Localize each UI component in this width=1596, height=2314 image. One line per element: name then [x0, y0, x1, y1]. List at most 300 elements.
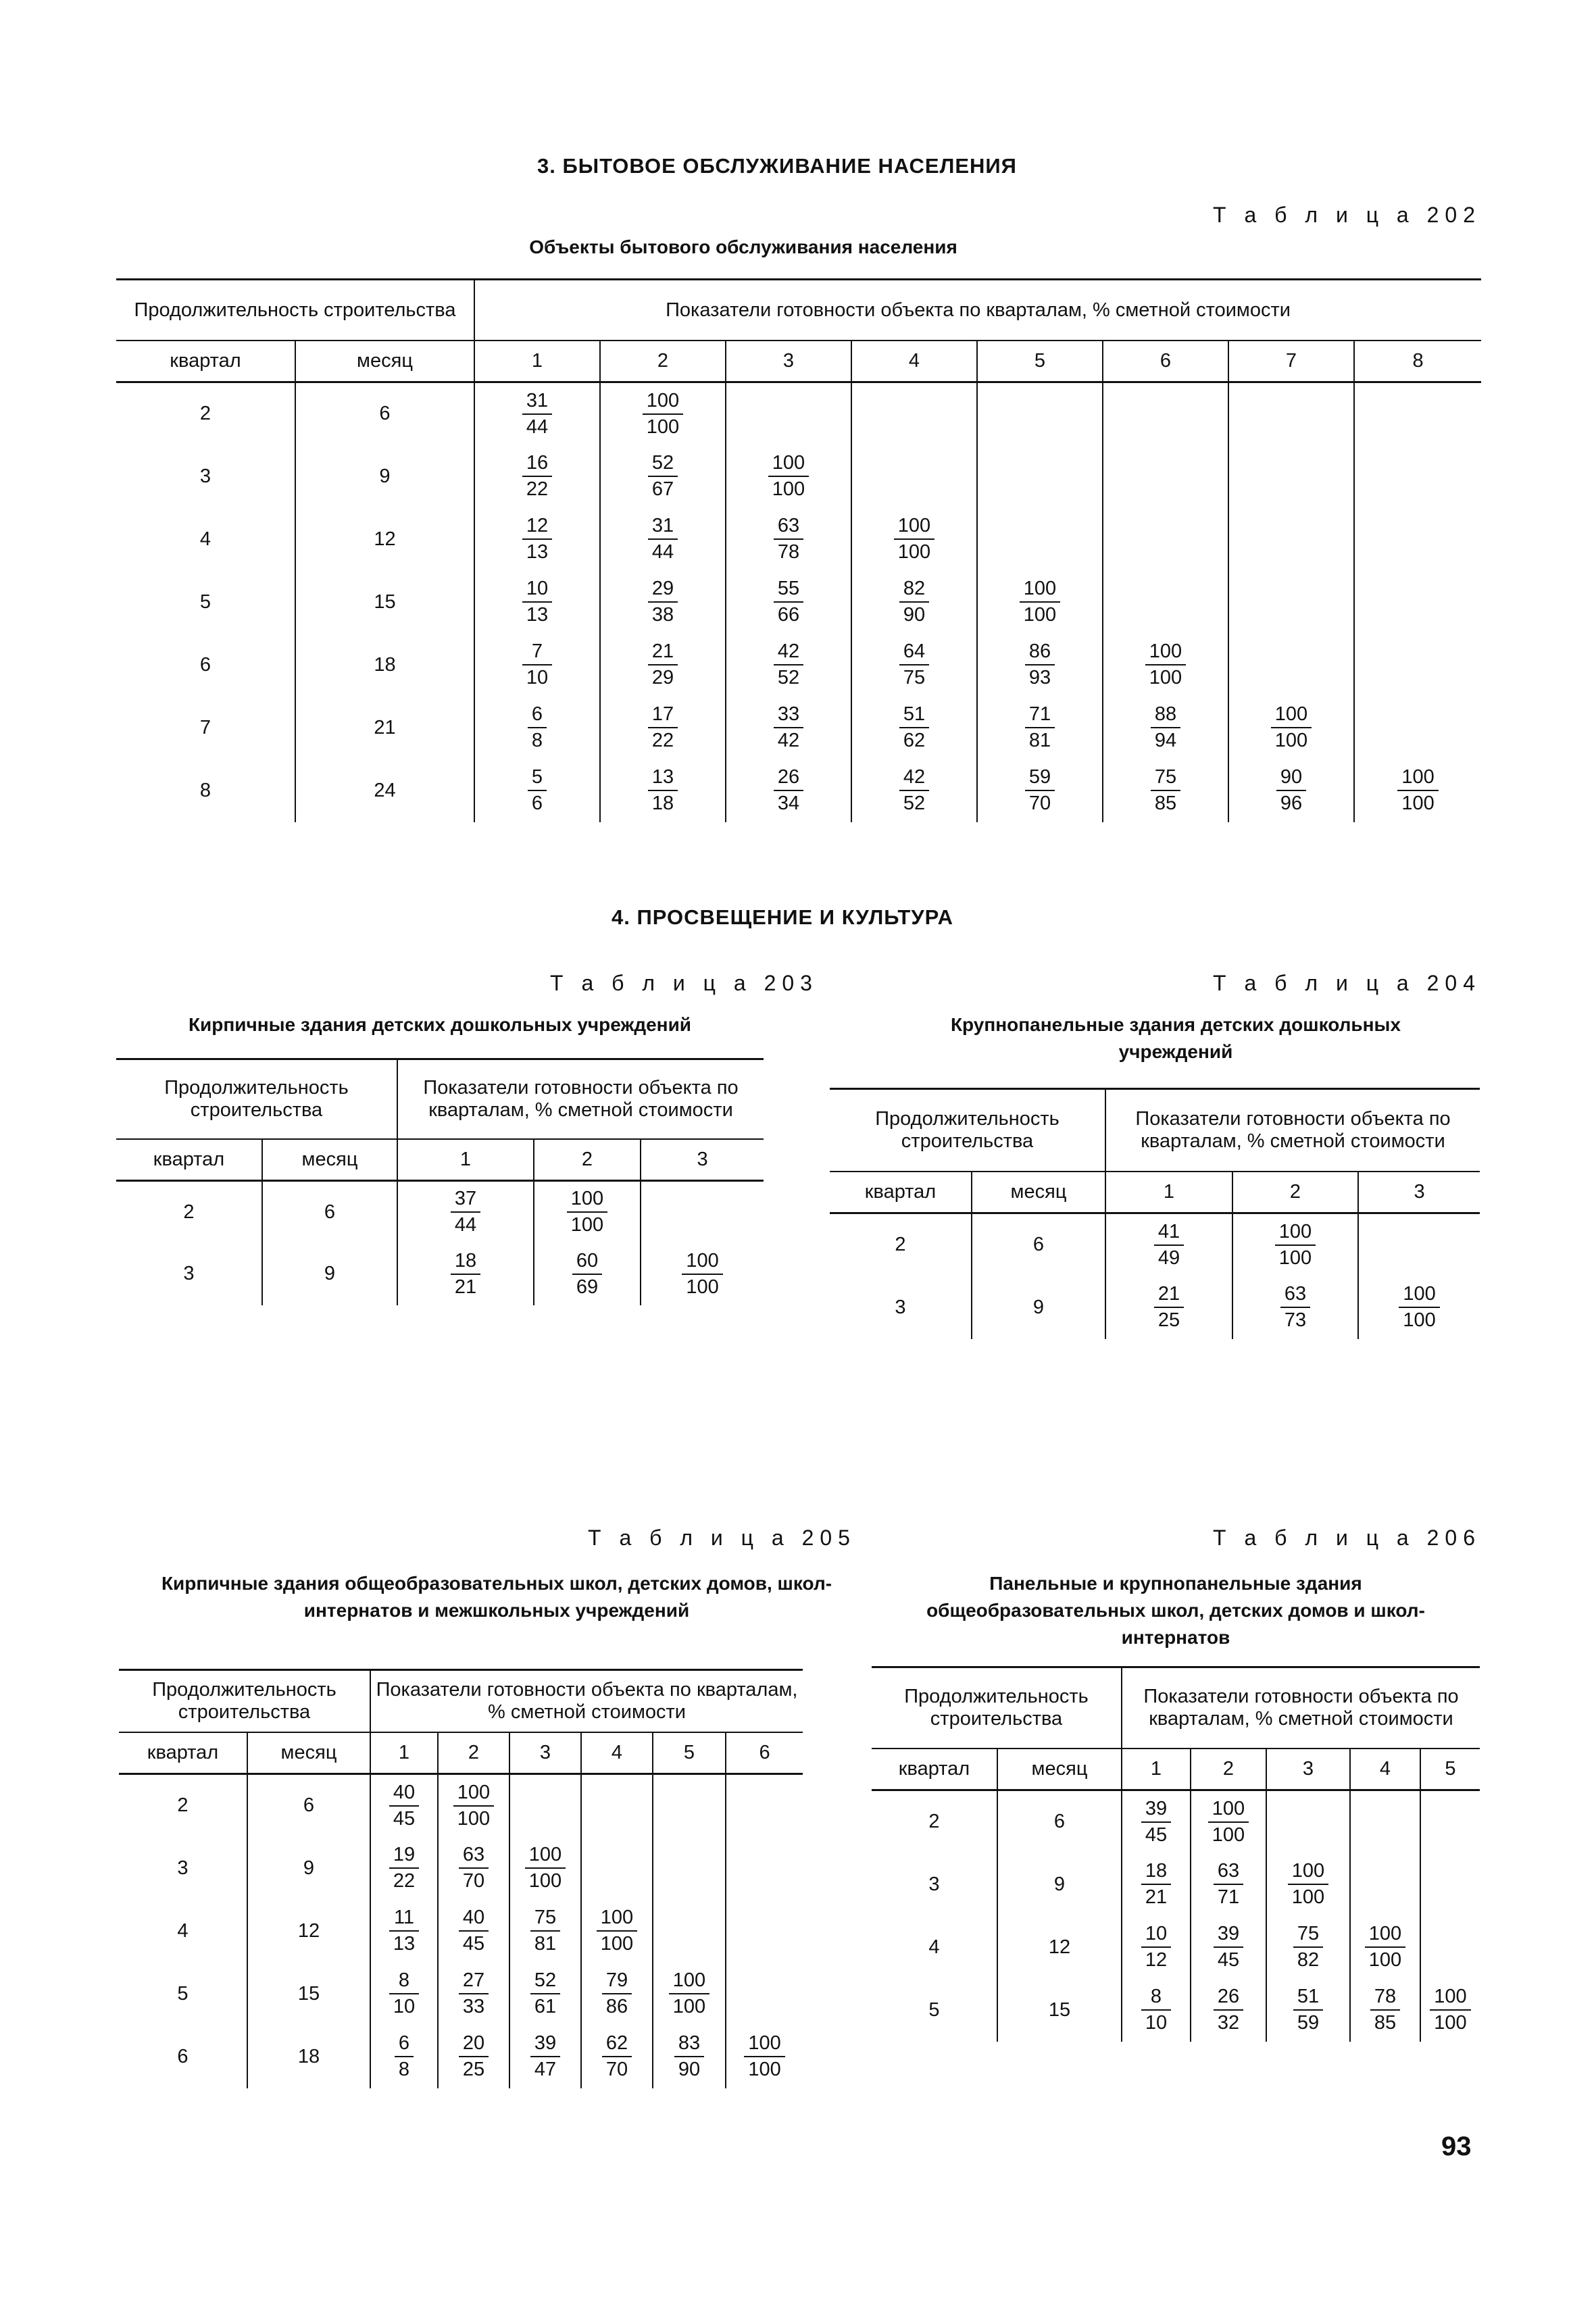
header-quarter-num: 2: [534, 1139, 641, 1181]
row-month: 18: [295, 634, 474, 697]
fraction-numerator: 100: [567, 1189, 607, 1213]
readiness-cell: [726, 634, 851, 697]
table-caption-206: Панельные и крупнопанельные здания общеобразовательных школ, детских домов и школ-интернатов: [926, 1573, 1425, 1648]
fraction-numerator: 18: [451, 1251, 480, 1275]
row-quarter: 3: [895, 1296, 906, 1318]
row-quarter: 3: [928, 1873, 940, 1895]
fraction-numerator: 29: [648, 579, 678, 603]
row-month: 6: [997, 1790, 1122, 1853]
fraction-denominator: 45: [462, 1933, 485, 1955]
header-quarter-num: 5: [653, 1732, 726, 1774]
table-row: [119, 1900, 803, 1963]
fraction-numerator: 40: [459, 1908, 489, 1932]
header-quarter-num: 2: [1232, 1172, 1358, 1213]
fraction-numerator: 40: [389, 1783, 419, 1807]
header-month: месяц: [972, 1172, 1105, 1213]
readiness-cell: [581, 1900, 653, 1963]
row-quarter: 5: [928, 1998, 940, 2021]
row-month: 12: [295, 508, 474, 571]
fraction-denominator: 86: [605, 1996, 628, 2017]
fraction-denominator: 85: [1374, 2012, 1397, 2034]
row-quarter: 3: [177, 1857, 189, 1879]
readiness-cell: [534, 1181, 641, 1243]
readiness-cell: [509, 1837, 581, 1900]
fraction-denominator: 100: [1023, 604, 1057, 626]
row-quarter: 2: [928, 1811, 940, 1833]
fraction-denominator: 100: [1212, 1823, 1245, 1846]
fraction-numerator: 79: [602, 1971, 632, 1994]
row-quarter: 4: [177, 1919, 189, 1942]
fraction-numerator: 27: [459, 1971, 489, 1994]
readiness-cell: [438, 1774, 509, 1837]
table-label-205: Т а б л и ц а 205: [588, 1526, 856, 1550]
fraction-denominator: 69: [576, 1276, 599, 1298]
header-quarter: квартал: [872, 1749, 997, 1790]
readiness-cell: [726, 1900, 803, 1963]
row-month: 12: [247, 1900, 370, 1963]
readiness-fraction: [389, 1908, 419, 1954]
fraction-denominator: 94: [1154, 730, 1177, 751]
fraction-denominator: 42: [777, 730, 800, 751]
fraction-numerator: 63: [459, 1845, 489, 1869]
fraction-numerator: 100: [1271, 705, 1312, 728]
row-quarter: 2: [199, 403, 211, 425]
readiness-fraction: [389, 1845, 419, 1891]
table-row: [116, 697, 1481, 759]
table-caption-205: Кирпичные здания общеобразовательных школ, детских домов, школ-интернатов и межшкольных учреждений: [161, 1573, 832, 1621]
readiness-cell: [977, 759, 1103, 822]
header-duration: Продолжительность строительства: [830, 1089, 1105, 1172]
readiness-cell: [641, 1243, 764, 1305]
fraction-numerator: 37: [451, 1189, 480, 1213]
header-month: месяц: [997, 1749, 1122, 1790]
fraction-numerator: 90: [1276, 768, 1306, 791]
readiness-cell: [581, 1837, 653, 1900]
header-quarter-num: 3: [1358, 1172, 1480, 1213]
row-month: 15: [295, 571, 474, 634]
fraction-denominator: 100: [600, 1933, 634, 1955]
readiness-cell: [1105, 1213, 1232, 1276]
readiness-fraction: [899, 579, 929, 625]
readiness-cell: [1350, 1916, 1420, 1979]
readiness-cell: [1103, 571, 1228, 634]
fraction-numerator: 51: [1293, 1987, 1323, 2011]
readiness-fraction: [1288, 1861, 1328, 1907]
fraction-denominator: 100: [1368, 1949, 1402, 1971]
readiness-cell: [1266, 1916, 1350, 1979]
readiness-cell: [653, 1900, 726, 1963]
readiness-fraction: [1025, 768, 1055, 813]
fraction-numerator: 42: [774, 642, 803, 665]
fraction-denominator: 44: [651, 541, 674, 563]
header-month: месяц: [262, 1139, 397, 1181]
fraction-denominator: 70: [1028, 793, 1051, 814]
readiness-cell: [474, 697, 600, 759]
table-label-206: Т а б л и ц а 206: [1213, 1526, 1481, 1550]
table-caption-203: Кирпичные здания детских дошкольных учреждений: [188, 1014, 692, 1035]
readiness-fraction: [648, 768, 678, 813]
fraction-denominator: 82: [1297, 1949, 1320, 1971]
row-month: 6: [972, 1213, 1105, 1276]
readiness-cell: [726, 571, 851, 634]
fraction-numerator: 100: [1365, 1924, 1405, 1948]
row-quarter: 6: [199, 653, 211, 676]
readiness-fraction: [899, 642, 929, 688]
fraction-denominator: 49: [1157, 1247, 1180, 1269]
header-quarter-num: 1: [1122, 1749, 1191, 1790]
header-quarter: квартал: [119, 1732, 247, 1774]
fraction-numerator: 100: [643, 391, 683, 415]
fraction-denominator: 100: [528, 1870, 562, 1892]
readiness-cell: [1232, 1213, 1358, 1276]
fraction-numerator: 100: [894, 516, 934, 540]
fraction-numerator: 55: [774, 579, 803, 603]
readiness-fraction: [648, 642, 678, 688]
readiness-fraction: [1141, 1861, 1171, 1907]
fraction-numerator: 42: [899, 768, 929, 791]
readiness-cell: [1191, 1979, 1266, 2042]
fraction-numerator: 83: [674, 2034, 704, 2057]
header-quarter-num: 5: [1420, 1749, 1480, 1790]
readiness-cell: [581, 1963, 653, 2026]
readiness-fraction: [774, 516, 803, 562]
table-row: [830, 1276, 1480, 1339]
fraction-denominator: 45: [393, 1807, 416, 1830]
fraction-denominator: 100: [772, 478, 805, 500]
fraction-denominator: 100: [570, 1214, 604, 1236]
readiness-cell: [581, 1774, 653, 1837]
readiness-cell: [1228, 445, 1354, 508]
readiness-cell: [1350, 1979, 1420, 2042]
readiness-cell: [851, 697, 977, 759]
readiness-cell: [851, 382, 977, 445]
readiness-cell: [1354, 508, 1481, 571]
readiness-fraction: [1293, 1924, 1323, 1970]
readiness-fraction: [1365, 1924, 1405, 1970]
fraction-numerator: 7: [522, 642, 552, 665]
header-duration: Продолжительность строительства: [119, 1670, 370, 1732]
readiness-cell: [1420, 1790, 1480, 1853]
readiness-cell: [653, 1837, 726, 1900]
readiness-cell: [653, 1963, 726, 2026]
fraction-numerator: 13: [648, 768, 678, 791]
header-month: месяц: [295, 341, 474, 382]
readiness-cell: [474, 759, 600, 822]
fraction-denominator: 100: [672, 1996, 706, 2017]
header-quarter-num: 8: [1354, 341, 1481, 382]
readiness-fraction: [602, 1971, 632, 2017]
readiness-cell: [1103, 382, 1228, 445]
fraction-denominator: 10: [526, 667, 549, 688]
table-label-204: Т а б л и ц а 204: [1213, 971, 1481, 995]
fraction-numerator: 19: [389, 1845, 419, 1869]
fraction-denominator: 100: [646, 416, 680, 438]
table-caption-204: Крупнопанельные здания детских дошкольных учреждений: [950, 1014, 1401, 1062]
readiness-cell: [977, 634, 1103, 697]
fraction-denominator: 67: [651, 478, 674, 500]
fraction-denominator: 75: [903, 667, 926, 688]
readiness-fraction: [1370, 1987, 1400, 2033]
table-row: [119, 1963, 803, 2026]
readiness-fraction: [1208, 1799, 1249, 1845]
readiness-cell: [1354, 445, 1481, 508]
fraction-numerator: 10: [1141, 1924, 1171, 1948]
readiness-fraction: [648, 579, 678, 625]
fraction-denominator: 45: [1145, 1823, 1168, 1846]
table-205: [119, 1669, 803, 2088]
readiness-cell: [1191, 1853, 1266, 1916]
header-indicators: Показатели готовности объекта по кварталам, % сметной стоимости: [370, 1670, 803, 1732]
table-row: [116, 382, 1481, 445]
readiness-fraction: [1293, 1987, 1323, 2033]
table-row: [116, 445, 1481, 508]
header-quarter-num: 1: [370, 1732, 438, 1774]
fraction-numerator: 63: [1280, 1284, 1310, 1308]
row-quarter: 3: [183, 1263, 195, 1284]
readiness-fraction: [774, 579, 803, 625]
table-row: [830, 1213, 1480, 1276]
readiness-cell: [1103, 759, 1228, 822]
header-quarter-num: 2: [1191, 1749, 1266, 1790]
readiness-cell: [726, 2026, 803, 2088]
fraction-denominator: 93: [1028, 667, 1051, 688]
readiness-fraction: [648, 516, 678, 562]
fraction-denominator: 8: [398, 2059, 410, 2080]
table-label-202: Т а б л и ц а 202: [1213, 203, 1481, 227]
fraction-denominator: 100: [1149, 667, 1182, 688]
readiness-cell: [1103, 634, 1228, 697]
fraction-numerator: 100: [1288, 1861, 1328, 1885]
fraction-numerator: 64: [899, 642, 929, 665]
row-month: 18: [247, 2026, 370, 2088]
row-month: 24: [295, 759, 474, 822]
fraction-numerator: 20: [459, 2034, 489, 2057]
readiness-fraction: [1151, 768, 1180, 813]
fraction-numerator: 17: [648, 705, 678, 728]
fraction-numerator: 52: [530, 1971, 560, 1994]
readiness-cell: [726, 1963, 803, 2026]
fraction-denominator: 22: [526, 478, 549, 500]
readiness-cell: [851, 759, 977, 822]
readiness-fraction: [1145, 642, 1186, 688]
fraction-denominator: 81: [1028, 730, 1051, 751]
fraction-denominator: 32: [1217, 2012, 1240, 2034]
readiness-cell: [474, 634, 600, 697]
readiness-fraction: [389, 1783, 419, 1829]
readiness-cell: [1103, 697, 1228, 759]
row-quarter: 8: [199, 779, 211, 801]
row-quarter: 7: [199, 716, 211, 738]
readiness-cell: [474, 508, 600, 571]
readiness-cell: [600, 571, 726, 634]
fraction-denominator: 33: [462, 1996, 485, 2017]
readiness-cell: [1228, 508, 1354, 571]
readiness-fraction: [774, 642, 803, 688]
readiness-cell: [977, 697, 1103, 759]
fraction-denominator: 70: [462, 1870, 485, 1892]
fraction-numerator: 51: [899, 705, 929, 728]
readiness-fraction: [459, 2034, 489, 2080]
fraction-denominator: 100: [897, 541, 931, 563]
readiness-cell: [726, 759, 851, 822]
table-row: [116, 571, 1481, 634]
readiness-fraction: [522, 516, 552, 562]
fraction-denominator: 100: [1403, 1309, 1436, 1331]
table-row: [116, 508, 1481, 571]
readiness-cell: [370, 1900, 438, 1963]
table-row: [872, 1916, 1480, 1979]
readiness-fraction: [572, 1251, 602, 1297]
table-label-203: Т а б л и ц а 203: [550, 971, 818, 995]
header-quarter-num: 1: [1105, 1172, 1232, 1213]
fraction-denominator: 12: [1145, 1949, 1168, 1971]
header-quarter-num: 4: [851, 341, 977, 382]
row-month: 9: [972, 1276, 1105, 1339]
table-row: [872, 1790, 1480, 1853]
fraction-numerator: 21: [1154, 1284, 1184, 1308]
readiness-cell: [1122, 1916, 1191, 1979]
readiness-fraction: [530, 1971, 560, 2017]
fraction-numerator: 39: [1214, 1924, 1243, 1948]
header-duration: Продолжительность строительства: [872, 1667, 1122, 1749]
readiness-fraction: [567, 1189, 607, 1235]
readiness-cell: [1191, 1790, 1266, 1853]
header-quarter-num: 4: [1350, 1749, 1420, 1790]
table-row: [119, 1837, 803, 1900]
fraction-numerator: 39: [1141, 1799, 1171, 1823]
fraction-denominator: 22: [651, 730, 674, 751]
header-quarter: квартал: [830, 1172, 972, 1213]
fraction-denominator: 13: [526, 604, 549, 626]
readiness-cell: [600, 634, 726, 697]
readiness-fraction: [389, 1971, 419, 2017]
fraction-numerator: 100: [1208, 1799, 1249, 1823]
readiness-cell: [977, 508, 1103, 571]
fraction-denominator: 25: [1157, 1309, 1180, 1331]
readiness-fraction: [682, 1251, 722, 1297]
fraction-denominator: 22: [393, 1870, 416, 1892]
fraction-numerator: 16: [522, 453, 552, 477]
readiness-cell: [1358, 1276, 1480, 1339]
readiness-cell: [653, 2026, 726, 2088]
table-caption-202: Объекты бытового обслуживания населения: [529, 236, 957, 257]
table-203: [116, 1058, 764, 1305]
readiness-fraction: [528, 705, 547, 751]
readiness-fraction: [1025, 705, 1055, 751]
fraction-numerator: 31: [648, 516, 678, 540]
readiness-cell: [726, 508, 851, 571]
table-row: [116, 1181, 764, 1243]
fraction-numerator: 75: [530, 1908, 560, 1932]
row-month: 21: [295, 697, 474, 759]
readiness-fraction: [669, 1971, 709, 2017]
fraction-denominator: 73: [1284, 1309, 1307, 1331]
fraction-numerator: 63: [774, 516, 803, 540]
fraction-numerator: 18: [1141, 1861, 1171, 1885]
fraction-denominator: 100: [686, 1276, 719, 1298]
row-quarter: 3: [199, 465, 211, 487]
readiness-cell: [370, 1774, 438, 1837]
header-quarter-num: 6: [726, 1732, 803, 1774]
header-quarter-num: 6: [1103, 341, 1228, 382]
readiness-cell: [1105, 1276, 1232, 1339]
header-quarter-num: 4: [581, 1732, 653, 1774]
readiness-cell: [1266, 1790, 1350, 1853]
fraction-denominator: 100: [1434, 2012, 1467, 2034]
row-quarter: 4: [199, 528, 211, 550]
readiness-cell: [438, 2026, 509, 2088]
header-month: месяц: [247, 1732, 370, 1774]
row-month: 12: [997, 1916, 1122, 1979]
readiness-fraction: [1141, 1924, 1171, 1970]
readiness-fraction: [530, 2034, 560, 2080]
fraction-denominator: 25: [462, 2059, 485, 2080]
fraction-denominator: 10: [1145, 2012, 1168, 2034]
readiness-fraction: [1154, 1284, 1184, 1330]
readiness-fraction: [1430, 1987, 1470, 2033]
fraction-numerator: 62: [602, 2034, 632, 2057]
readiness-cell: [726, 445, 851, 508]
table-row: [119, 2026, 803, 2088]
fraction-numerator: 26: [1214, 1987, 1243, 2011]
readiness-cell: [474, 445, 600, 508]
fraction-numerator: 5: [528, 768, 547, 791]
fraction-numerator: 86: [1025, 642, 1055, 665]
row-month: 15: [997, 1979, 1122, 2042]
readiness-fraction: [1214, 1861, 1243, 1907]
header-duration: Продолжительность строительства: [116, 1059, 397, 1139]
fraction-numerator: 39: [530, 2034, 560, 2057]
readiness-cell: [397, 1181, 534, 1243]
fraction-denominator: 6: [531, 793, 543, 814]
readiness-fraction: [1276, 768, 1306, 813]
readiness-cell: [977, 571, 1103, 634]
fraction-numerator: 78: [1370, 1987, 1400, 2011]
readiness-fraction: [1151, 705, 1180, 751]
header-quarter: квартал: [116, 341, 295, 382]
readiness-fraction: [395, 2034, 414, 2080]
readiness-cell: [851, 571, 977, 634]
header-quarter-num: 3: [726, 341, 851, 382]
readiness-fraction: [522, 453, 552, 499]
fraction-denominator: 78: [777, 541, 800, 563]
readiness-fraction: [1141, 1799, 1171, 1845]
fraction-numerator: 12: [522, 516, 552, 540]
fraction-numerator: 100: [597, 1908, 637, 1932]
fraction-denominator: 34: [777, 793, 800, 814]
fraction-denominator: 52: [777, 667, 800, 688]
row-quarter: 5: [199, 590, 211, 613]
readiness-fraction: [768, 453, 809, 499]
section-title-household-services: 3. БЫТОВОЕ ОБСЛУЖИВАНИЕ НАСЕЛЕНИЯ: [537, 154, 1017, 178]
readiness-cell: [1228, 759, 1354, 822]
readiness-cell: [438, 1963, 509, 2026]
readiness-fraction: [1280, 1284, 1310, 1330]
table-row: [116, 1243, 764, 1305]
header-quarter-num: 3: [509, 1732, 581, 1774]
readiness-fraction: [1214, 1987, 1243, 2033]
readiness-cell: [397, 1243, 534, 1305]
fraction-denominator: 100: [1278, 1247, 1312, 1269]
readiness-fraction: [899, 768, 929, 813]
fraction-denominator: 8: [531, 730, 543, 751]
table-204: [830, 1088, 1480, 1339]
fraction-denominator: 100: [1291, 1886, 1325, 1908]
fraction-denominator: 81: [534, 1933, 557, 1955]
fraction-numerator: 100: [744, 2034, 784, 2057]
header-quarter-num: 5: [977, 341, 1103, 382]
readiness-cell: [1103, 445, 1228, 508]
